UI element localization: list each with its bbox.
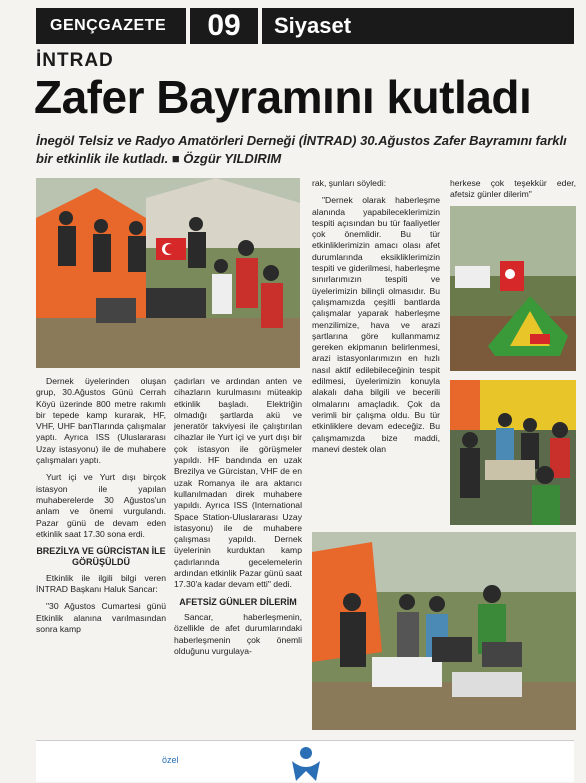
paragraph: rak, şunları söyledi:: [312, 178, 387, 188]
hospital-logo-icon: [286, 743, 326, 783]
paragraph: "Dernek olarak haberleşme alanında yapabileceklerimizin tespiti açısından bu tür faaliyetler çok önemlidir. Bu tür etkinliklerimizin amacı olası afet durumlarında eksikliklerimizin tespiti ve giderilmesi, haberleşme sınırlarımızın tespiti ve üyelerimizin bilinçli olmasıdır. Bu çalışmamızda çeşitli bantlarda çalışmalar yaparak haberleşme menzilimize, hava ve arazi şartlarına göre kullanmamız gereken ekipmanın belirlenmesi, arazi istasyonlarımızın en hızlı nasıl aktif edilebileceğinin tespit edilmesi, üyelerimizin konuyla alakalı daha bilgili ve becerili olmalarını amaçladık. Çok da verimli bir çalışma oldu. Bu tür etkinliklere devam edeceğiz. Bu çalışmamızda bize maddi, manevi destek olan: [312, 195, 440, 454]
subheading: AFETSİZ GÜNLER DİLERİM: [179, 596, 297, 607]
subheading: BREZİLYA VE GÜRCİSTAN İLE GÖRÜŞÜLDÜ: [36, 546, 166, 568]
page-number: 09: [190, 8, 258, 44]
photo-tent-flag: [450, 206, 576, 371]
article-kicker: İNTRAD: [36, 50, 114, 71]
article-column-1: [36, 376, 166, 641]
article-column-4: [450, 178, 576, 207]
footer-advertisement: [36, 740, 574, 782]
section-title: Siyaset: [262, 8, 574, 44]
article-headline: Zafer Bayramını kutladı: [34, 71, 532, 123]
paragraph: Dernek üyelerinden oluşan grup, 30.Ağustos Günü Cerrah Köyü üzerinde 800 metre rakımlı bir tepede kamp kurarak, HF, VHF, UHF banTlarında çalışmalar yaptı. Ayrıca ISS (Uluslararası Uzay istasyonu) ile de muhabere çalışmaları yaptı.: [36, 376, 166, 466]
photo-group-table: [450, 380, 576, 525]
paragraph: Sancar, haberleşmenin, özellikle de afet durumlarındaki haberleşmenin çok önemli olduğunu vurgulaya-: [174, 611, 302, 656]
article-column-2: [174, 376, 302, 663]
page-header: [36, 8, 574, 44]
article-column-3: [312, 178, 440, 461]
footer-small-text: özel: [162, 755, 179, 765]
paragraph: Etkinlik ile ilgili bilgi veren İNTRAD Başkanı Haluk Sancar:: [36, 572, 166, 595]
paragraph: herkese çok teşekkür eder, afetsiz günler dilerim": [450, 178, 576, 200]
photo-radio-operators: [312, 532, 576, 730]
paragraph: "30 Ağustos Cumartesi günü Etkinlik alanına varılmasından sonra kamp: [36, 601, 166, 634]
main-photo-camp-group: [36, 178, 300, 368]
newspaper-brand: GENÇGAZETE: [36, 8, 186, 44]
article-deck: İnegöl Telsiz ve Radyo Amatörleri Derneği (İNTRAD) 30.Ağustos Zafer Bayramını farklı bir etkinlik ile kutladı. ■ Özgür YILDIRIM: [36, 133, 567, 166]
paragraph: çadırları ve ardından anten ve cihazların kurulmasını müteakip etkinlik başladı. Elektriğin olmadığı şartlarda akü ve jeneratör takviyesi ile çalıştırılan cihazlar ile Yurt içi ve yurt dışı bir çok istasyon ile görüşmeler yapıldı. HF bandında en uzak Brezilya ve Gürcistan, VHF de en uzak Romanya ile ara aktarıcı kullanılmadan direk muhabere yapıldı. Ayrıca ISS (International Space Station-Uluslararası Uzay istasyonu) ile de muhabere çalışması yapıldı. Dernek üyelerinin kurduktan kamp çadırlarında gecelemelerin ardından etkinlik Pazar günü saat 17.30'a kadar devam etti" dedi.: [174, 376, 302, 590]
paragraph: Yurt içi ve Yurt dışı birçok istasyon ile yapılan muhaberelerde 30 Ağustos'un anlam ve önemi vurgulandı. Pazar günü de devam eden etkinlik saat 17.30 sona erdi.: [36, 472, 166, 539]
